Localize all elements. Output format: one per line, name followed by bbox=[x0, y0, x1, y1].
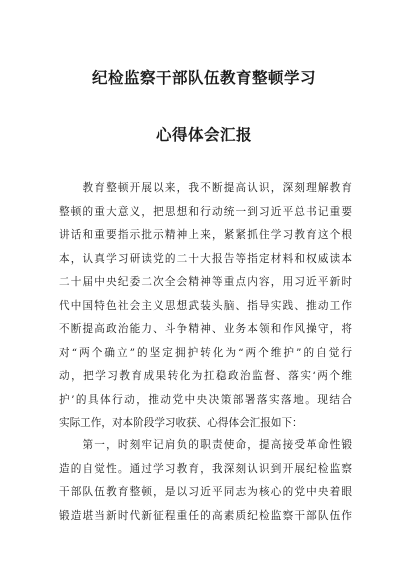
paragraph-line: 锻造堪当新时代新征程重任的高素质纪检监察干部队伍作 bbox=[59, 509, 352, 522]
paragraph-line: 护’的具体行动，推动党中央决策部署落实落地。现结合 bbox=[59, 393, 352, 406]
paragraph-line: 教育整顿开展以来，我不断提高认识，深刻理解教育 bbox=[59, 182, 352, 194]
paragraph-line: 本，认真学习研读党的二十大报告等指定材料和权威读本 bbox=[59, 252, 352, 265]
paragraph-line: 整顿的重大意义，把思想和行动统一到习近平总书记重要 bbox=[59, 205, 352, 218]
paragraph-line: 代中国特色社会主义思想武装头脑、指导实践、推动工作 bbox=[59, 299, 352, 312]
paragraph-line: 不断提高政治能力、斗争精神、业务本领和作风操守，将 bbox=[59, 323, 352, 335]
paragraph-line: 对“两个确立”的坚定拥护转化为“两个维护”的自觉行 bbox=[59, 346, 352, 359]
paragraph-line: 造的自觉性。通过学习教育，我深刻认识到开展纪检监察 bbox=[59, 462, 352, 475]
paragraph-line: 实际工作，对本阶段学习收获、心得体会汇报如下： bbox=[59, 417, 303, 429]
paragraph-line: 讲话和重要指示批示精神上来，紧紧抓住学习教育这个根 bbox=[59, 229, 352, 241]
paragraph-line: 动，把学习教育成果转化为扛稳政治监督、落实‘两个维 bbox=[59, 370, 352, 382]
paragraph-line: 二十届中央纪委二次全会精神等重点内容，用习近平新时 bbox=[59, 276, 352, 288]
body-paragraph-1 bbox=[59, 177, 352, 436]
paragraph-line: 第一，时刻牢记肩负的职责使命，提高接受革命性锻 bbox=[59, 439, 352, 451]
document-title-line-1: 纪检监察干部队伍教育整顿学习 bbox=[91, 68, 316, 87]
document-title-line-2: 心得体会汇报 bbox=[155, 125, 252, 144]
paragraph-line: 干部队伍教育整顿，是以习近平同志为核心的党中央着眼 bbox=[59, 486, 352, 498]
body-paragraph-2 bbox=[59, 434, 352, 528]
